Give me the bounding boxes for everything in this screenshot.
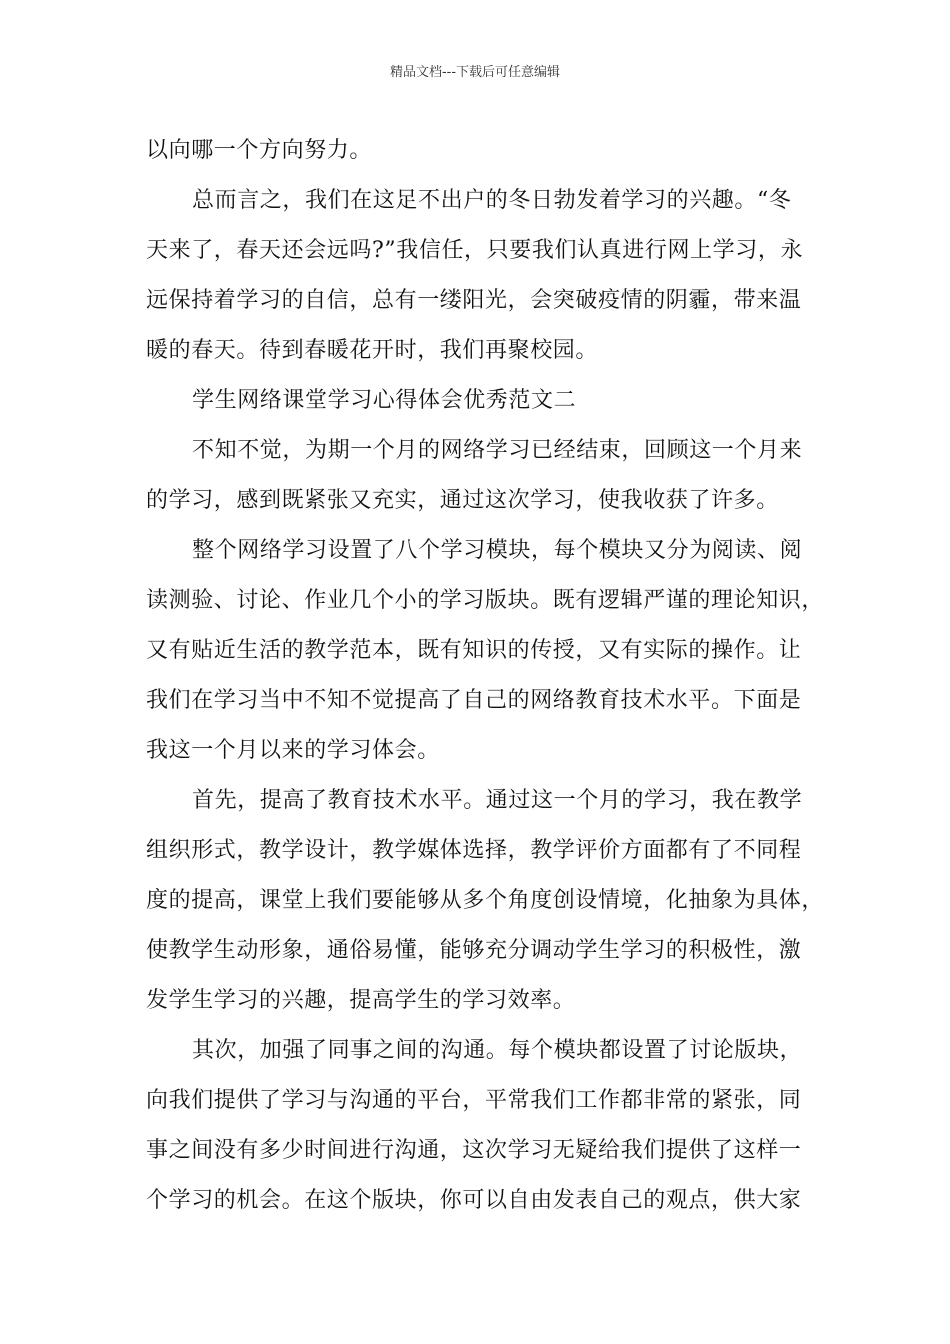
paragraph-4	[146, 526, 826, 776]
text-line: 首先，提高了教育技术水平。通过这一个月的学习，我在教学	[192, 788, 803, 813]
paragraph-6	[146, 1026, 826, 1226]
text-line: 个学习的机会。在这个版块，你可以自由发表自己的观点，供大家	[146, 1188, 802, 1213]
text-line: 以向哪一个方向努力。	[146, 138, 373, 163]
text-line: 事之间没有多少时间进行沟通，这次学习无疑给我们提供了这样一	[146, 1138, 802, 1163]
text-line: 其次，加强了同事之间的沟通。每个模块都设置了讨论版块，	[192, 1038, 803, 1063]
text-line: 读测验、讨论、作业几个小的学习版块。既有逻辑严谨的理论知识，	[146, 588, 825, 613]
text-line: 向我们提供了学习与沟通的平台，平常我们工作都非常的紧张，同	[146, 1088, 802, 1113]
text-line: 使教学生动形象，通俗易懂，能够充分调动学生学习的积极性，激	[146, 938, 802, 963]
text-line: 发学生学习的兴趣，提高学生的学习效率。	[146, 988, 576, 1013]
text-line: 总而言之，我们在这足不出户的冬日勃发着学习的兴趣。“冬	[192, 188, 792, 213]
paragraph-5	[146, 776, 826, 1026]
text-line: 天来了，春天还会远吗?”我信任，只要我们认真进行网上学习，永	[146, 238, 804, 263]
section-heading	[146, 376, 826, 426]
section-title: 学生网络课堂学习心得体会优秀范文二	[192, 388, 577, 413]
text-line: 我这一个月以来的学习体会。	[146, 738, 440, 763]
text-line: 又有贴近生活的教学范本，既有知识的传授，又有实际的操作。让	[146, 638, 802, 663]
text-line: 的学习，感到既紧张又充实，通过这次学习，使我收获了许多。	[146, 488, 779, 513]
paragraph-3	[146, 426, 826, 526]
text-line: 我们在学习当中不知不觉提高了自己的网络教育技术水平。下面是	[146, 688, 802, 713]
text-line: 度的提高，课堂上我们要能够从多个角度创设情境，化抽象为具体，	[146, 888, 825, 913]
text-line: 暖的春天。待到春暖花开时，我们再聚校园。	[146, 338, 599, 363]
paragraph-2	[146, 176, 826, 376]
paragraph-1	[146, 126, 826, 176]
page-header: 精品文档---下载后可任意编辑	[389, 65, 561, 80]
text-line: 远保持着学习的自信，总有一缕阳光，会突破疫情的阴霾，带来温	[146, 288, 802, 313]
text-line: 不知不觉，为期一个月的网络学习已经结束，回顾这一个月来	[192, 438, 803, 463]
text-line: 整个网络学习设置了八个学习模块，每个模块又分为阅读、阅	[192, 538, 803, 563]
text-line: 组织形式，教学设计，教学媒体选择，教学评价方面都有了不同程	[146, 838, 802, 863]
document-body	[146, 126, 826, 1226]
